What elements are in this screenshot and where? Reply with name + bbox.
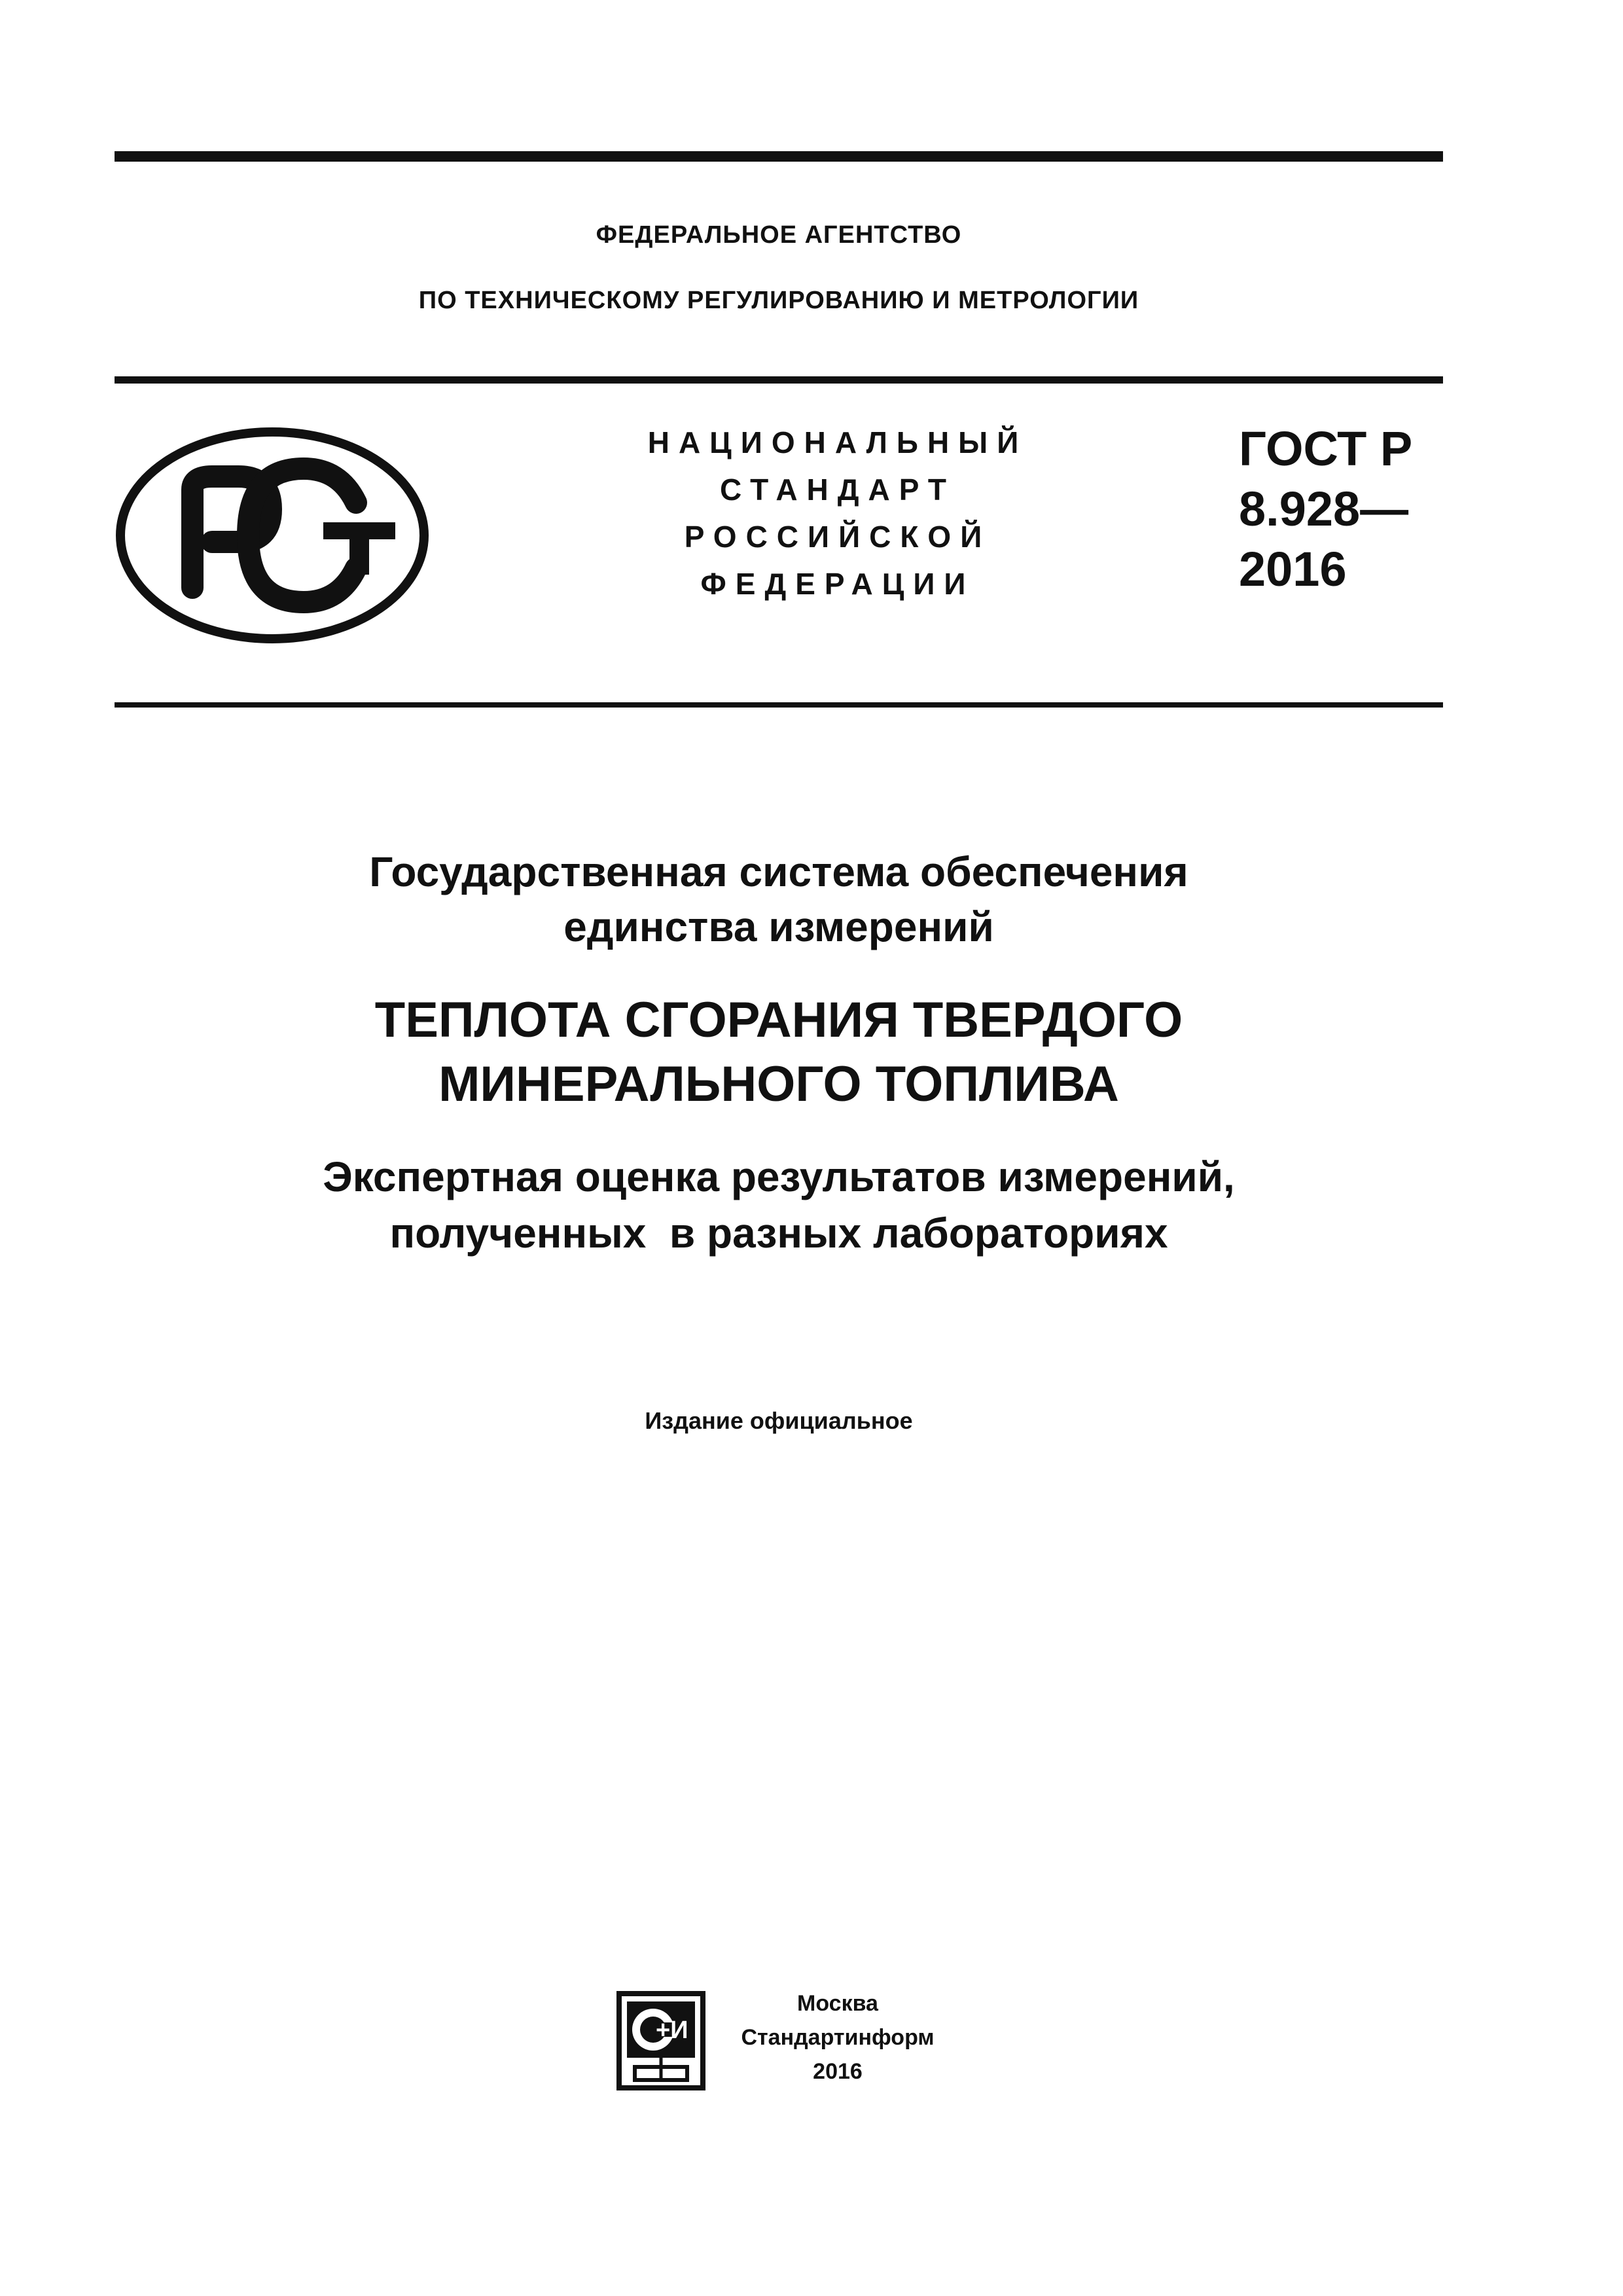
subtitle-line-1: Экспертная оценка результатов измерений,	[323, 1153, 1235, 1200]
national-standard-label	[609, 419, 1067, 607]
subtitle	[115, 1149, 1443, 1261]
gost-designation	[1239, 419, 1412, 600]
publisher-block	[726, 1986, 949, 2089]
gost-line-1: ГОСТ Р	[1239, 422, 1413, 476]
gost-line-3: 2016	[1239, 542, 1347, 596]
main-title-line-2: МИНЕРАЛЬНОГО ТОПЛИВА	[438, 1056, 1119, 1112]
publisher-name: Стандартинформ	[741, 2025, 935, 2050]
middle-rule	[115, 376, 1443, 384]
national-line-4: ФЕДЕРАЦИИ	[700, 567, 975, 601]
system-title-line-2: единства измерений	[563, 903, 994, 950]
system-title	[115, 844, 1443, 954]
standartinform-logo-icon	[615, 1990, 707, 2092]
svg-text:+И: +И	[656, 2017, 688, 2044]
system-title-line-1: Государственная система обеспечения	[369, 848, 1188, 895]
publisher-city: Москва	[797, 1991, 878, 2016]
agency-line-1: ФЕДЕРАЛЬНОЕ АГЕНТСТВО	[596, 221, 962, 249]
national-line-2: СТАНДАРТ	[720, 473, 955, 507]
publisher-year: 2016	[813, 2059, 863, 2084]
national-line-3: РОССИЙСКОЙ	[684, 520, 991, 554]
rst-emblem-icon	[114, 424, 431, 647]
edition-label: Издание официальное	[645, 1407, 913, 1434]
gost-line-2: 8.928—	[1239, 482, 1409, 536]
main-title-line-1: ТЕПЛОТА СГОРАНИЯ ТВЕРДОГО	[374, 992, 1183, 1048]
national-line-1: НАЦИОНАЛЬНЫЙ	[647, 425, 1028, 459]
agency-line-2: ПО ТЕХНИЧЕСКОМУ РЕГУЛИРОВАНИЮ И МЕТРОЛОГИИ	[418, 287, 1139, 314]
lower-rule	[115, 702, 1443, 708]
main-title	[115, 988, 1443, 1117]
top-rule	[115, 151, 1443, 162]
subtitle-line-2: полученных в разных лабораториях	[389, 1210, 1168, 1257]
